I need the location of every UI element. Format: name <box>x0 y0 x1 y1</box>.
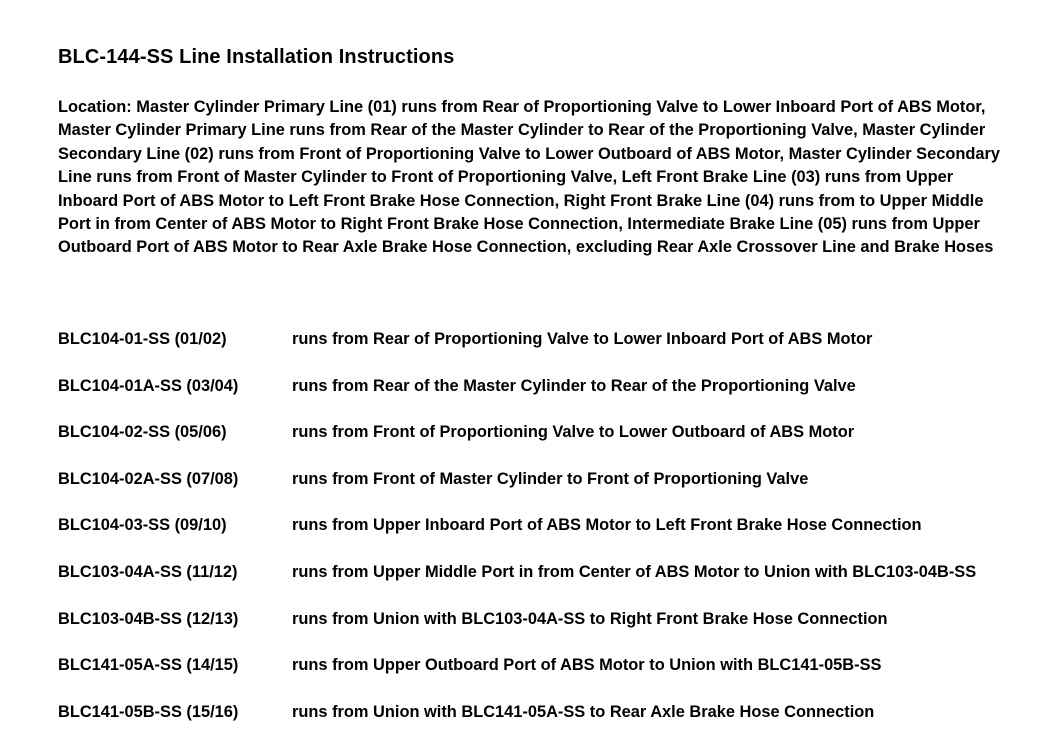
part-row <box>58 563 1018 610</box>
part-row <box>58 423 1018 470</box>
part-number: BLC103-04B-SS (12/13) <box>58 609 239 628</box>
part-description: runs from Union with BLC141-05A-SS to Rear Axle Brake Hose Connection <box>292 702 875 721</box>
part-description: runs from Rear of the Master Cylinder to Rear of the Proportioning Valve <box>292 376 856 395</box>
part-row <box>58 470 1018 517</box>
part-row <box>58 703 1018 750</box>
part-row <box>58 330 1018 377</box>
part-description: runs from Upper Middle Port in from Center of ABS Motor to Union with BLC103-04B-SS <box>292 562 977 581</box>
part-description: runs from Union with BLC103-04A-SS to Right Front Brake Hose Connection <box>292 609 888 628</box>
part-row <box>58 610 1018 657</box>
part-description: runs from Upper Inboard Port of ABS Motor to Left Front Brake Hose Connection <box>292 516 922 535</box>
location-paragraph: Location: Master Cylinder Primary Line (01) runs from Rear of Proportioning Valve to Lower Inboard Port of ABS Motor, Master Cylinder Primary Line runs from Rear of the Master Cylinder to Rear of the Proportioning Valve, Master Cylinder Secondary Line (02) runs from Front of Proportioning Valve to Lower Outboard of ABS Motor, Master Cylinder Secondary Line runs from Front of Master Cylinder to Front of Proportioning Valve, Left Front Brake Line (03) runs from Upper Inboard Port of ABS Motor to Left Front Brake Hose Connection, Right Front Brake Line (04) runs from to Upper Middle Port in from Center of ABS Motor to Right Front Brake Hose Connection, Intermediate Brake Line (05) runs from Upper Outboard Port of ABS Motor to Rear Axle Brake Hose Connection, excluding Rear Axle Crossover Line and Brake Hoses <box>58 98 1000 257</box>
part-description: runs from Front of Master Cylinder to Front of Proportioning Valve <box>292 469 809 488</box>
part-number: BLC104-02-SS (05/06) <box>58 423 227 442</box>
part-number: BLC104-01-SS (01/02) <box>58 330 227 348</box>
part-description: runs from Upper Outboard Port of ABS Motor to Union with BLC141-05B-SS <box>292 656 882 675</box>
part-description: runs from Front of Proportioning Valve to Lower Outboard of ABS Motor <box>292 423 855 442</box>
part-number: BLC104-01A-SS (03/04) <box>58 376 239 395</box>
part-description: runs from Rear of Proportioning Valve to Lower Inboard Port of ABS Motor <box>292 330 873 348</box>
part-row <box>58 377 1018 424</box>
part-number: BLC103-04A-SS (11/12) <box>58 562 238 581</box>
parts-list <box>58 330 1018 749</box>
part-number: BLC104-02A-SS (07/08) <box>58 469 239 488</box>
part-number: BLC141-05A-SS (14/15) <box>58 656 239 675</box>
part-row <box>58 516 1018 563</box>
part-number: BLC104-03-SS (09/10) <box>58 516 227 535</box>
document-title: BLC-144-SS Line Installation Instructions <box>58 46 455 68</box>
part-number: BLC141-05B-SS (15/16) <box>58 702 239 721</box>
part-row <box>58 656 1018 703</box>
